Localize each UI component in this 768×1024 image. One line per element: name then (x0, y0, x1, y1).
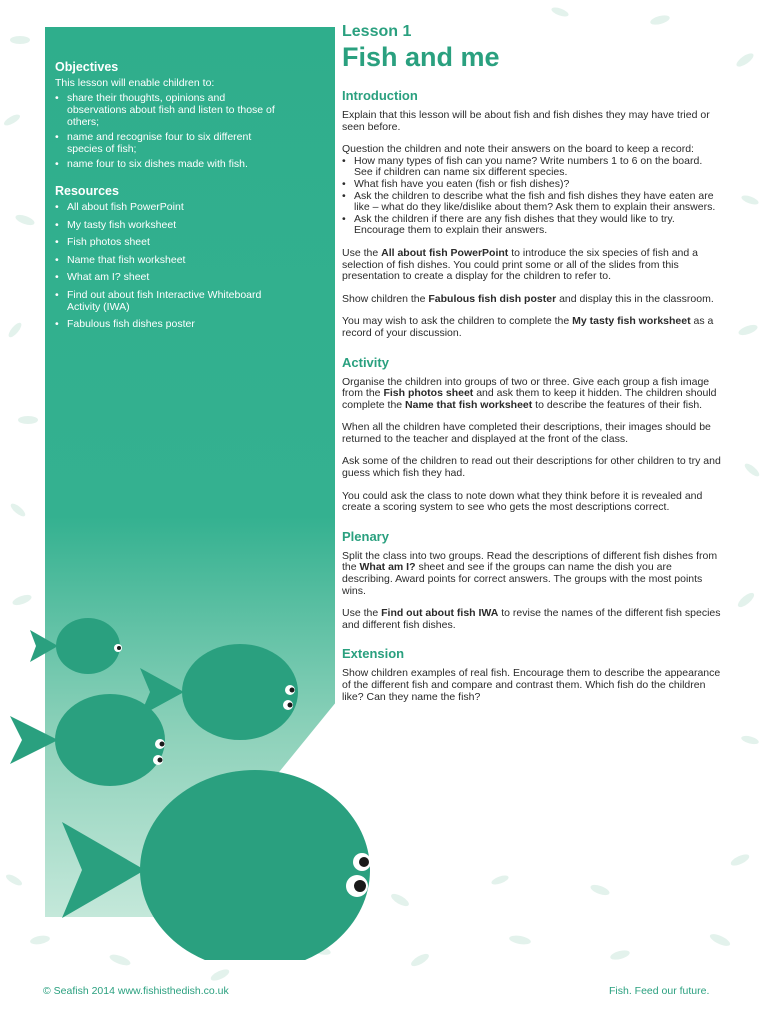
list-item: • Fish photos sheet (55, 236, 280, 248)
paragraph: Use the All about fish PowerPoint to introduce the six species of fish and a selection of fish dishes. You could print some or all of the slides from this presentation to create a display for the children to refer to. (342, 246, 698, 283)
list-item: • What fish have you eaten (fish or fish dishes)? (342, 179, 722, 191)
introduction-heading: Introduction (342, 88, 418, 103)
resource-ref: Fish photos sheet (383, 387, 474, 400)
paragraph: Split the class into two groups. Read the descriptions of different fish dishes from the What am I? sheet and see if the groups can name the dish you are describing. Award points for correct answers. The groups with the most points wins. (342, 549, 718, 597)
list-item: • How many types of fish can you name? Write numbers 1 to 6 on the board. See if children can name six different species. (342, 156, 722, 179)
extension-heading: Extension (342, 646, 405, 662)
list-item: • share their thoughts, opinions and observations about fish and listen to those of others; (55, 92, 280, 128)
resource-ref: Name that fish worksheet (405, 398, 533, 411)
resource-ref: All about fish PowerPoint (381, 246, 509, 259)
list-item: • Find out about fish Interactive Whiteboard Activity (IWA) (55, 289, 280, 313)
paragraph: Show children examples of real fish. Encourage them to describe the appearance of the different fish and compare and contrast them. Which fish do the children like? Can they name the fish? (342, 667, 721, 703)
objectives-list (55, 92, 280, 170)
resources-list (55, 201, 280, 330)
main-content (342, 22, 722, 714)
paragraph: Organise the children into groups of two or three. Give each group a fish image from the Fish photos sheet and ask them to keep it hidden. The children should complete the Name that fish worksheet to describe the features of their fish. (342, 375, 717, 411)
objectives-heading: Objectives (55, 60, 119, 74)
resource-ref: Find out about fish IWA (381, 607, 499, 620)
activity-heading: Activity (342, 354, 389, 370)
resources-heading: Resources (55, 184, 119, 198)
paragraph: When all the children have completed their descriptions, their images should be returned to the teacher and displayed at the front of the class. (342, 421, 711, 445)
resource-ref: Fabulous fish dish poster (428, 292, 557, 305)
paragraph: Ask some of the children to read out their descriptions for other children to try and guess which fish they had. (342, 455, 721, 480)
plenary-heading: Plenary (342, 528, 389, 544)
paragraph: Show children the Fabulous fish dish poster and display this in the classroom. (342, 292, 714, 305)
list-item: • All about fish PowerPoint (55, 201, 280, 213)
flatfish-illustration (0, 560, 400, 960)
paragraph: Explain that this lesson will be about fish and fish dishes they may have tried or seen before. (342, 109, 710, 133)
page-title: Fish and me (342, 42, 500, 72)
resource-ref: My tasty fish worksheet (572, 315, 691, 328)
footer-copyright: © Seafish 2014 www.fishisthedish.co.uk (43, 985, 229, 997)
lesson-label: Lesson 1 (342, 23, 412, 40)
paragraph: You may wish to ask the children to complete the My tasty fish worksheet as a record of your discussion. (342, 315, 714, 339)
sidebar-content (55, 60, 280, 336)
list-item: • Name that fish worksheet (55, 254, 280, 266)
objectives-intro: This lesson will enable children to: (55, 77, 215, 89)
list-item: • What am I? sheet (55, 271, 280, 283)
paragraph: Use the Find out about fish IWA to revise the names of the different fish species and different fish dishes. (342, 607, 721, 631)
list-item: • Ask the children to describe what the fish and fish dishes they have eaten are like – what do they like/dislike about them? Ask them to explain their answers. (342, 191, 722, 214)
list-item: • Ask the children if there are any fish dishes that they would like to try. Encourage them to explain their answers. (342, 214, 722, 237)
footer-tagline: Fish. Feed our future. (609, 985, 710, 997)
list-item: • name four to six dishes made with fish. (55, 158, 280, 170)
resource-ref: What am I? (359, 561, 416, 574)
list-item: • name and recognise four to six different species of fish; (55, 131, 280, 155)
list-item: • Fabulous fish dishes poster (55, 318, 280, 330)
list-item: • My tasty fish worksheet (55, 219, 280, 231)
paragraph: You could ask the class to note down what they think before it is revealed and create a scoring system to see who gets the most descriptions correct. (342, 489, 703, 514)
question-list (342, 156, 722, 237)
paragraph: Question the children and note their answers on the board to keep a record: (342, 143, 694, 156)
